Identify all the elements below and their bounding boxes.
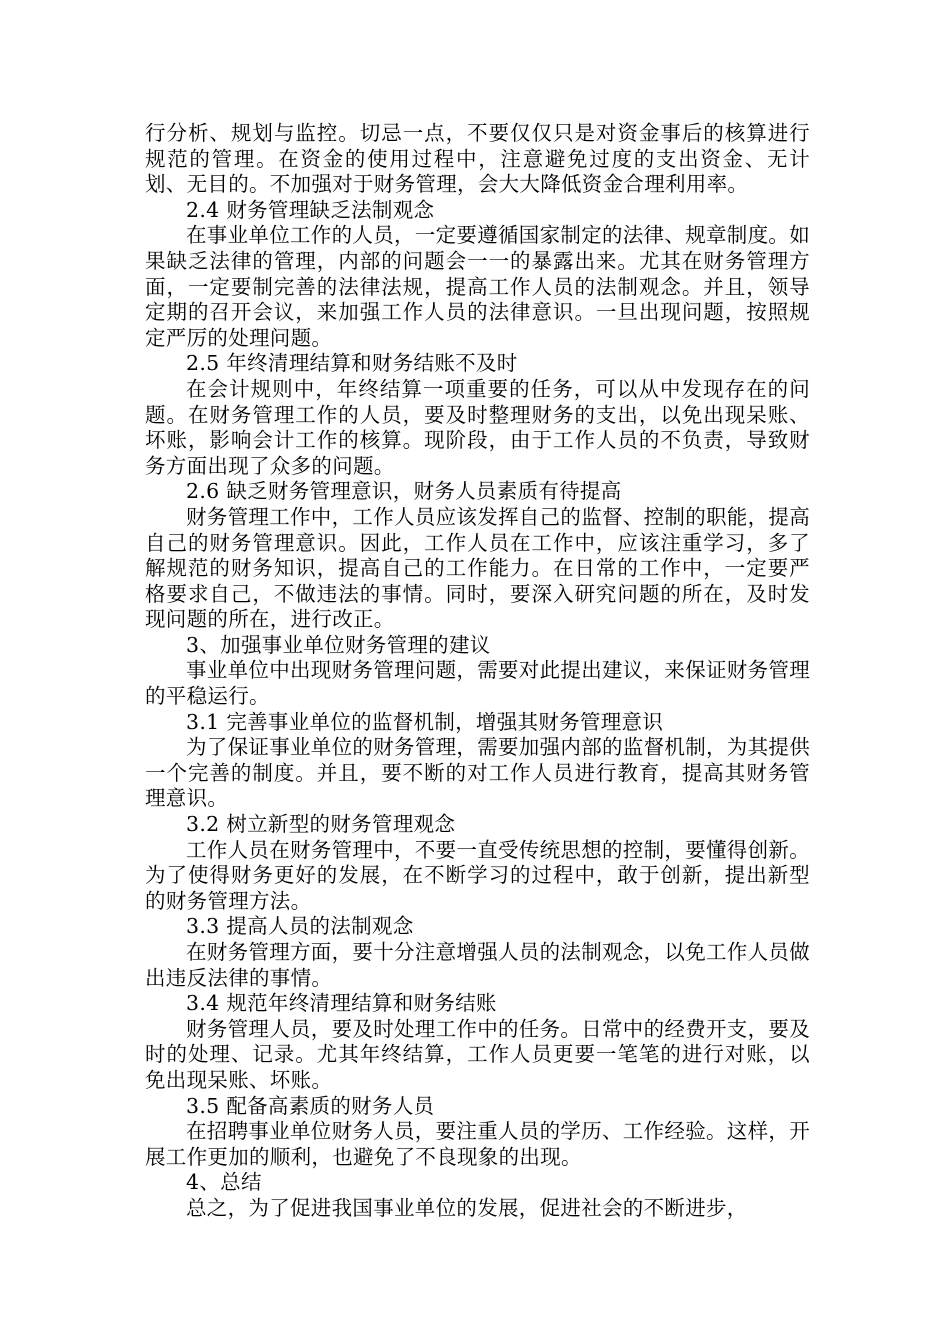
body-paragraph: 财务管理人员，要及时处理工作中的任务。日常中的经费开支，要及时的处理、记录。尤其年终结算，工作人员更要一笔笔的进行对账，以免出现呆账、坏账。 [145, 1016, 810, 1092]
body-paragraph: 在财务管理方面，要十分注意增强人员的法制观念，以免工作人员做出违反法律的事情。 [145, 940, 810, 990]
section-heading-3-1: 3.1 完善事业单位的监督机制，增强其财务管理意识 [186, 709, 664, 734]
body-paragraph: 为了保证事业单位的财务管理，需要加强内部的监督机制，为其提供一个完善的制度。并且，要不断的对工作人员进行教育，提高其财务管理意识。 [145, 735, 810, 811]
section-heading-3: 3、加强事业单位财务管理的建议 [186, 632, 491, 657]
body-paragraph: 事业单位中出现财务管理问题，需要对此提出建议，来保证财务管理的平稳运行。 [145, 658, 810, 709]
section-heading-2-6: 2.6 缺乏财务管理意识，财务人员素质有待提高 [186, 479, 622, 504]
body-paragraph: 在招聘事业单位财务人员，要注重人员的学历、工作经验。这样，开展工作更加的顺利，也避免了不良现象的出现。 [145, 1119, 810, 1169]
section-heading-3-5: 3.5 配备高素质的财务人员 [186, 1093, 435, 1118]
body-paragraph: 总之，为了促进我国事业单位的发展，促进社会的不断进步， [186, 1195, 748, 1220]
section-heading-2-4: 2.4 财务管理缺乏法制观念 [186, 197, 435, 222]
body-paragraph: 财务管理工作中，工作人员应该发挥自己的监督、控制的职能，提高自己的财务管理意识。因此，工作人员在工作中，应该注重学习，多了解规范的财务知识，提高自己的工作能力。在日常的工作中，一定要严格要求自己，不做违法的事情。同时，要深入研究问题的所在，及时发现问题的所在，进行改正。 [145, 504, 810, 632]
section-heading-3-3: 3.3 提高人员的法制观念 [186, 914, 414, 939]
body-paragraph: 在事业单位工作的人员，一定要遵循国家制定的法律、规章制度。如果缺乏法律的管理，内部的问题会一一的暴露出来。尤其在财务管理方面，一定要制完善的法律法规，提高工作人员的法制观念。并且，领导定期的召开会议，来加强工作人员的法律意识。一旦出现问题，按照规定严厉的处理问题。 [145, 223, 810, 350]
continuation-paragraph: 行分析、规划与监控。切忌一点，不要仅仅只是对资金事后的核算进行规范的管理。在资金的使用过程中，注意避免过度的支出资金、无计划、无目的。不加强对于财务管理，会大大降低资金合理利用率。 [145, 121, 810, 197]
section-heading-2-5: 2.5 年终清理结算和财务结账不及时 [186, 351, 518, 376]
section-heading-3-4: 3.4 规范年终清理结算和财务结账 [186, 991, 497, 1016]
document-body [145, 121, 810, 1222]
body-paragraph: 在会计规则中，年终结算一项重要的任务，可以从中发现存在的问题。在财务管理工作的人员，要及时整理财务的支出，以免出现呆账、坏账，影响会计工作的核算。现阶段，由于工作人员的不负责，导致财务方面出现了众多的问题。 [145, 376, 810, 478]
section-heading-4: 4、总结 [186, 1170, 262, 1195]
section-heading-3-2: 3.2 树立新型的财务管理观念 [186, 812, 456, 837]
body-paragraph: 工作人员在财务管理中，不要一直受传统思想的控制，要懂得创新。为了使得财务更好的发展，在不断学习的过程中，敢于创新，提出新型的财务管理方法。 [145, 837, 810, 913]
